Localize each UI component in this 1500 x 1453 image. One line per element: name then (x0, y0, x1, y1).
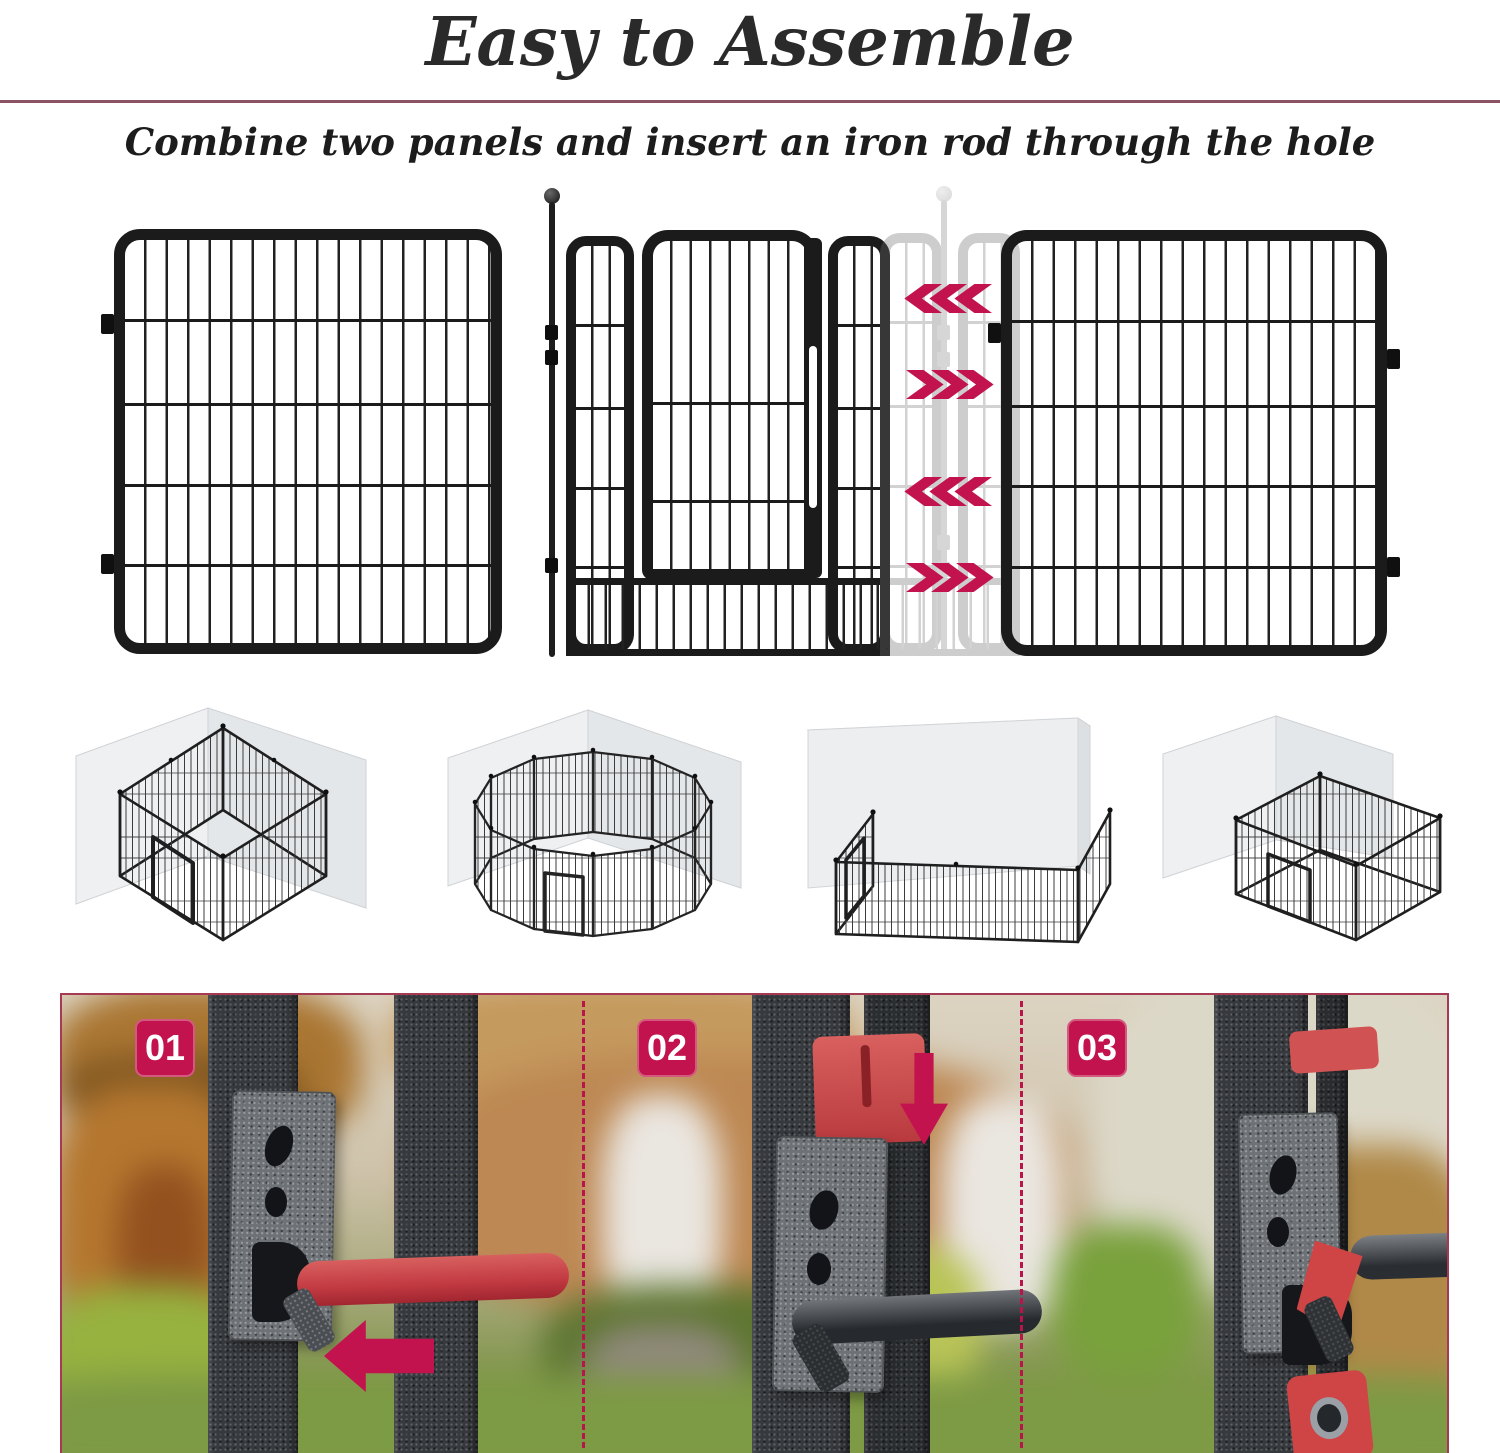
connector-tab (988, 323, 1001, 343)
red-rod-top (812, 1033, 928, 1145)
dashed-separator (1020, 1001, 1023, 1448)
chevron-left-icon (902, 284, 992, 313)
page-subtitle: Combine two panels and insert an iron rod through the hole (124, 120, 1376, 164)
fence-panel-right (1001, 230, 1387, 656)
chevron-right-icon (906, 563, 996, 592)
bracket-hole (1267, 1217, 1289, 1247)
fence-assembly-diagram (0, 180, 1500, 680)
step-badge: 02 (637, 1019, 697, 1077)
red-rod-bottom-clip (1286, 1369, 1375, 1453)
connector-tab (1387, 349, 1400, 369)
layout-illustration-circle (423, 688, 755, 963)
step-badge: 03 (1067, 1019, 1127, 1077)
bracket-hole (265, 1187, 287, 1217)
bracket-hole (807, 1253, 831, 1285)
layout-illustration-wall-u (778, 688, 1123, 963)
layout-illustration-corner-square (58, 688, 390, 963)
chevron-right-icon (906, 370, 996, 399)
page-title: Easy to Assemble (425, 2, 1075, 81)
connector-tab (1387, 557, 1400, 577)
red-rod-cap (1289, 1026, 1380, 1074)
chevron-left-icon (902, 477, 992, 506)
fence-post (394, 993, 478, 1453)
step-badge: 01 (135, 1019, 195, 1077)
divider-line (0, 100, 1500, 103)
gray-iron-rod (1349, 1230, 1449, 1281)
red-iron-rod (296, 1252, 569, 1306)
layout-illustration-corner-rect (1148, 688, 1460, 963)
assembly-steps-photo (60, 993, 1449, 1453)
dashed-separator (582, 1001, 585, 1448)
